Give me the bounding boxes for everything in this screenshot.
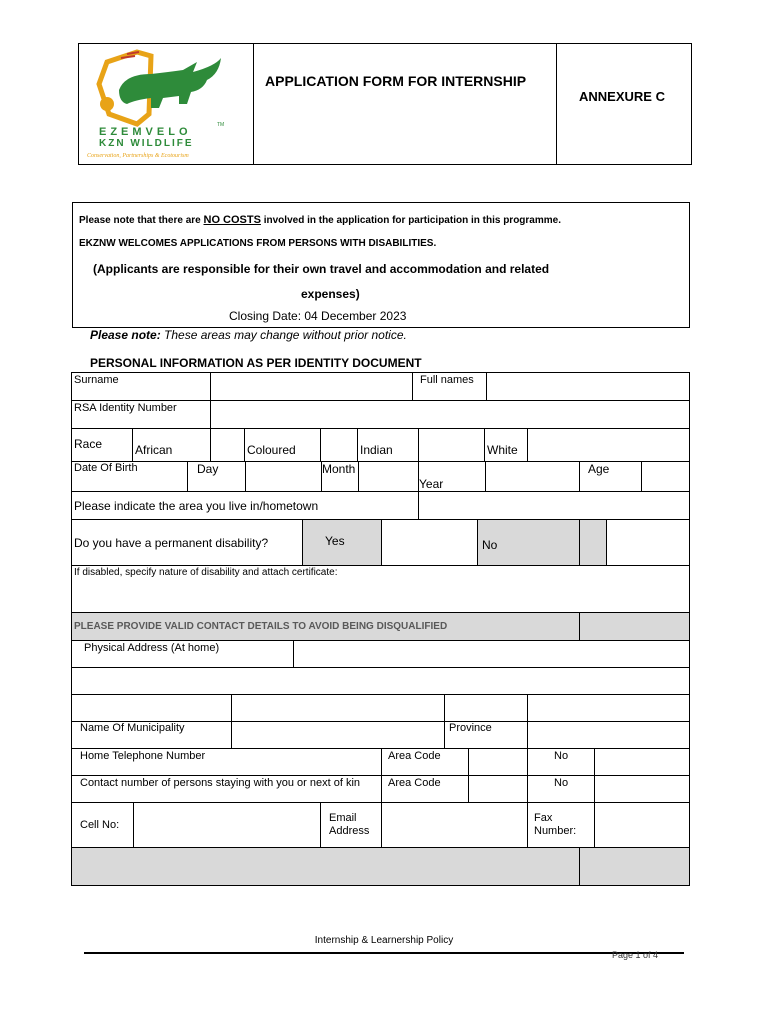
fax-label-2: Number: <box>534 825 577 837</box>
annexure-label: ANNEXURE C <box>579 89 665 104</box>
year-input[interactable] <box>485 461 580 492</box>
no-checkbox[interactable] <box>606 519 690 566</box>
logo-tagline: Conservation, Partnerships & Ecotourism <box>87 153 189 159</box>
page-number: Page 1 of 4 <box>612 950 659 960</box>
white-checkbox[interactable] <box>527 428 690 462</box>
ezemvelo-logo <box>79 44 253 164</box>
municipality-label-cell <box>71 721 232 749</box>
address-line-3c-input[interactable] <box>444 694 528 722</box>
municipality-input[interactable] <box>231 721 445 749</box>
disability-details-input[interactable] <box>71 565 690 613</box>
home-area-code-input[interactable] <box>468 748 528 776</box>
african-label-cell <box>132 428 211 462</box>
logo-tm: TM <box>217 122 225 128</box>
indian-label: Indian <box>360 443 393 457</box>
day-label: Day <box>197 462 219 476</box>
rsa-id-label-cell <box>71 400 211 429</box>
age-label: Age <box>588 462 610 476</box>
coloured-label: Coloured <box>247 443 296 457</box>
african-label: African <box>135 443 173 457</box>
rsa-id-input[interactable] <box>210 400 690 429</box>
disability-welcome: EKZNW WELCOMES APPLICATIONS FROM PERSONS WITH DISABILITIES. <box>79 238 437 249</box>
address-line-3b-input[interactable] <box>231 694 445 722</box>
gray-footer-row-end <box>579 847 690 886</box>
african-checkbox[interactable] <box>210 428 245 462</box>
kin-tel-input[interactable] <box>594 775 690 803</box>
logo-sub: KZN WILDLIFE <box>99 138 194 149</box>
no-costs-notice <box>79 214 561 226</box>
address-line-2-input[interactable] <box>71 667 690 695</box>
race-label-cell <box>71 428 133 462</box>
email-label-cell <box>320 802 382 848</box>
indian-label-cell <box>357 428 419 462</box>
province-label: Province <box>449 722 492 734</box>
section-title: PERSONAL INFORMATION AS PER IDENTITY DOCUMENT <box>90 356 422 370</box>
disability-question-cell <box>71 519 303 566</box>
full-names-input[interactable] <box>486 372 690 401</box>
year-label-cell <box>418 461 486 492</box>
no-label: No <box>482 538 498 552</box>
kin-no-label: No <box>554 777 569 789</box>
header-table <box>78 43 692 165</box>
home-no-label-cell <box>527 748 595 776</box>
coloured-label-cell <box>244 428 321 462</box>
year-label: Year <box>419 477 444 491</box>
title-cell <box>253 44 557 164</box>
day-label-cell <box>187 461 246 492</box>
dob-label-cell <box>71 461 188 492</box>
province-input[interactable] <box>527 721 690 749</box>
cell-input[interactable] <box>133 802 321 848</box>
area-label-cell <box>71 491 419 520</box>
gray-footer-row <box>71 847 580 886</box>
fax-label-cell <box>527 802 595 848</box>
surname-label: Surname <box>74 374 119 386</box>
home-tel-input[interactable] <box>594 748 690 776</box>
dob-label: Date Of Birth <box>74 462 138 474</box>
municipality-label: Name Of Municipality <box>80 722 185 734</box>
form-title: APPLICATION FORM FOR INTERNSHIP <box>265 73 527 89</box>
area-label: Please indicate the area you live in/hometown <box>74 499 319 513</box>
fax-label-1: Fax <box>534 812 553 824</box>
no-gray-cell <box>579 519 607 566</box>
home-tel-label: Home Telephone Number <box>80 750 206 762</box>
contact-banner-text: PLEASE PROVIDE VALID CONTACT DETAILS TO AVOID BEING DISQUALIFIED <box>74 621 448 632</box>
area-input[interactable] <box>418 491 690 520</box>
home-tel-label-cell <box>71 748 382 776</box>
day-input[interactable] <box>245 461 322 492</box>
cell-label: Cell No: <box>80 819 120 831</box>
coloured-checkbox[interactable] <box>320 428 358 462</box>
age-input[interactable] <box>641 461 690 492</box>
disability-question: Do you have a permanent disability? <box>74 536 269 550</box>
email-label-1: Email <box>329 812 357 824</box>
footer-policy: Internship & Learnership Policy <box>314 935 454 946</box>
please-note-text: These areas may change without prior notice. <box>160 328 407 342</box>
white-label-cell <box>484 428 528 462</box>
notice-box <box>72 202 690 328</box>
kin-area-code-label: Area Code <box>388 777 441 789</box>
kin-area-code-input[interactable] <box>468 775 528 803</box>
yes-checkbox[interactable] <box>381 519 478 566</box>
notice-text-post: involved in the application for participation in this programme. <box>260 215 561 226</box>
month-label-cell <box>321 461 359 492</box>
kin-area-code-label-cell <box>381 775 469 803</box>
surname-label-cell <box>71 372 211 401</box>
address-line-3d-input[interactable] <box>527 694 690 722</box>
full-names-label-cell <box>412 372 487 401</box>
footer-line <box>84 952 684 954</box>
cell-label-cell <box>71 802 134 848</box>
fax-input[interactable] <box>594 802 690 848</box>
address-line-3a-input[interactable] <box>71 694 232 722</box>
please-note-label: Please note: <box>90 328 161 342</box>
indian-checkbox[interactable] <box>418 428 485 462</box>
physical-address-input[interactable] <box>293 640 690 668</box>
kin-no-label-cell <box>527 775 595 803</box>
notice-text-pre: Please note that there are <box>79 215 204 226</box>
logo-cell <box>79 44 254 164</box>
home-area-code-label-cell <box>381 748 469 776</box>
yes-label-cell <box>302 519 382 566</box>
home-no-label: No <box>554 750 569 762</box>
race-label: Race <box>74 437 103 451</box>
surname-input[interactable] <box>210 372 413 401</box>
age-label-cell <box>579 461 642 492</box>
contact-banner <box>71 612 580 641</box>
personal-info-table <box>72 373 690 887</box>
yes-label: Yes <box>325 534 345 548</box>
disability-details-label: If disabled, specify nature of disability and attach certificate: <box>74 567 338 578</box>
physical-address-label-cell <box>71 640 294 668</box>
email-label-2: Address <box>329 825 370 837</box>
no-label-cell <box>477 519 580 566</box>
rsa-id-label: RSA Identity Number <box>74 402 177 414</box>
full-names-label: Full names <box>420 374 474 386</box>
home-area-code-label: Area Code <box>388 750 441 762</box>
physical-address-label: Physical Address (At home) <box>84 642 220 654</box>
next-of-kin-label-cell <box>71 775 382 803</box>
notice-emphasis: NO COSTS <box>203 214 261 226</box>
please-note <box>90 328 407 342</box>
email-input[interactable] <box>381 802 528 848</box>
white-label: White <box>487 443 518 457</box>
logo-name: EZEMVELO <box>99 126 192 138</box>
closing-date: Closing Date: 04 December 2023 <box>229 309 407 323</box>
month-label: Month <box>322 462 356 476</box>
province-label-cell <box>444 721 528 749</box>
month-input[interactable] <box>358 461 419 492</box>
travel-note-1: (Applicants are responsible for their own travel and accommodation and related <box>93 262 550 276</box>
contact-banner-end <box>579 612 690 641</box>
travel-note-2: expenses) <box>301 287 360 301</box>
next-of-kin-label: Contact number of persons staying with you or next of kin <box>80 777 361 789</box>
